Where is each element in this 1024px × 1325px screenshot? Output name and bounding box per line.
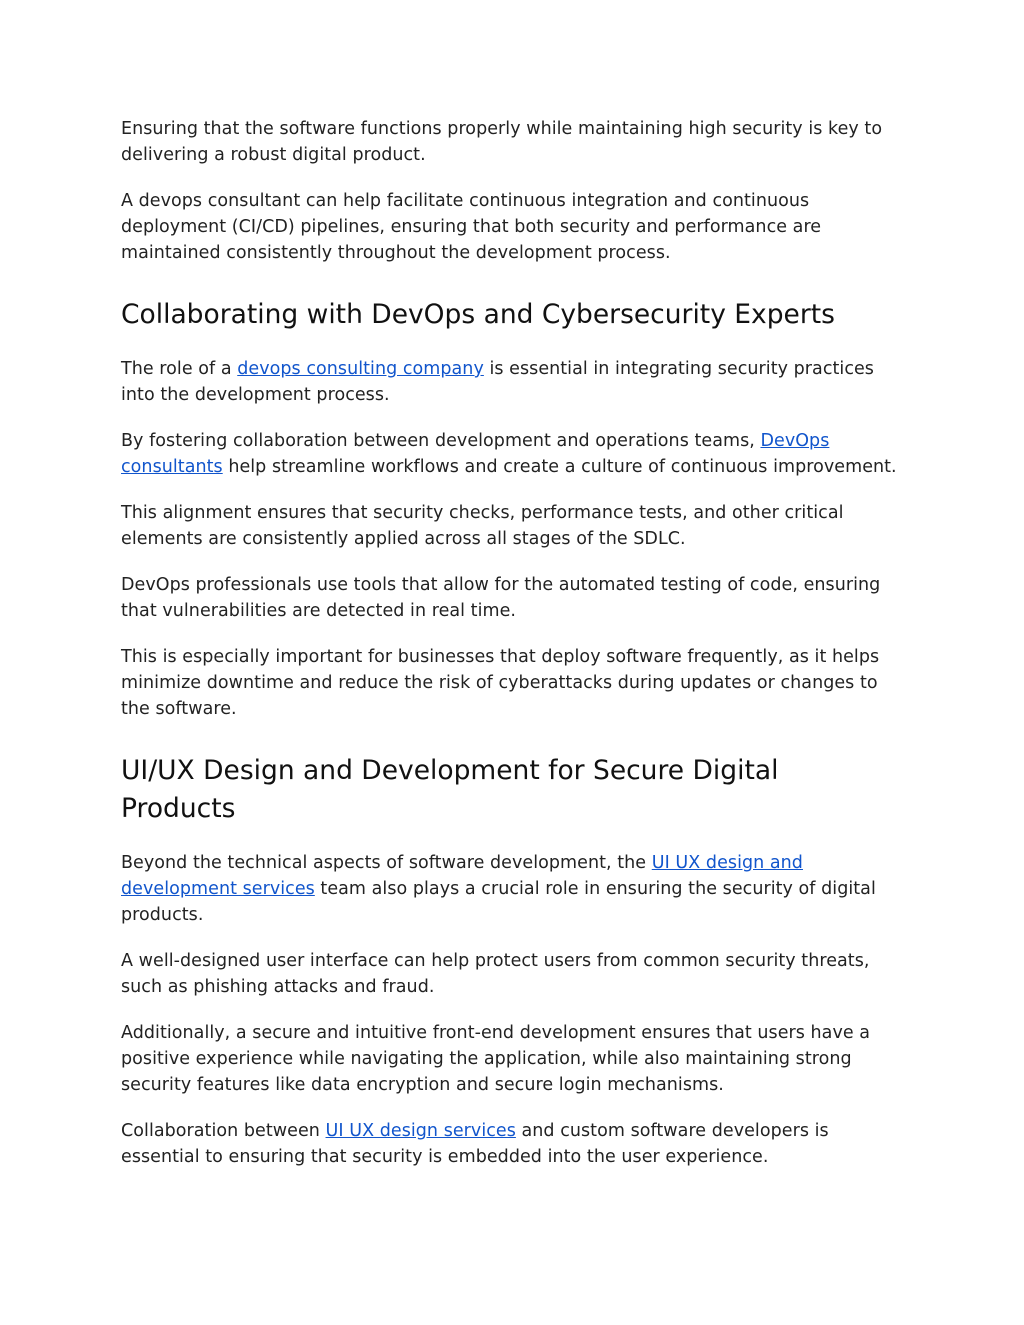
link-devops-consulting-company[interactable]: devops consulting company	[237, 359, 484, 379]
document-page	[121, 116, 901, 1190]
paragraph-uiux-services	[121, 850, 901, 928]
text-segment: By fostering collaboration between development and operations teams,	[121, 431, 761, 451]
text-segment: help streamline workflows and create a culture of continuous improvement.	[222, 457, 897, 477]
text-segment: is essential in integrating security practices into the development process.	[121, 359, 874, 405]
text-segment: The role of a	[121, 359, 238, 379]
text-segment: Beyond the technical aspects of software development, the	[121, 853, 652, 873]
paragraph-automated-testing: DevOps professionals use tools that allow for the automated testing of code, ensuring that vulnerabilities are detected in real time.	[121, 575, 881, 621]
paragraph-devops-consultants	[121, 428, 901, 480]
heading-uiux-design: UI/UX Design and Development for Secure Digital Products	[121, 755, 779, 824]
heading-devops-cybersecurity: Collaborating with DevOps and Cybersecurity Experts	[121, 299, 835, 330]
text-segment: and custom software developers is essential to ensuring that security is embedded into the user experience.	[121, 1121, 829, 1167]
paragraph-alignment: This alignment ensures that security checks, performance tests, and other critical elements are consistently applied across all stages of the SDLC.	[121, 503, 844, 549]
text-segment: team also plays a crucial role in ensuring the security of digital products.	[121, 879, 876, 925]
text-segment: Collaboration between	[121, 1121, 326, 1141]
paragraph-intro: Ensuring that the software functions properly while maintaining high security is key to delivering a robust digital product.	[121, 119, 883, 165]
paragraph-devops-company	[121, 356, 901, 408]
paragraph-devops-consultant: A devops consultant can help facilitate continuous integration and continuous deployment (CI/CD) pipelines, ensuring that both security and performance are maintained consistently throughout the development process.	[121, 191, 822, 263]
link-uiux-design-development-services[interactable]: UI UX design and development services	[121, 853, 803, 899]
link-devops-consultants[interactable]: DevOps consultants	[121, 431, 830, 477]
paragraph-user-interface: A well-designed user interface can help protect users from common security threats, such as phishing attacks and fraud.	[121, 951, 870, 997]
link-uiux-design-services[interactable]: UI UX design services	[325, 1121, 516, 1141]
paragraph-deploy-frequently: This is especially important for businesses that deploy software frequently, as it helps minimize downtime and reduce the risk of cyberattacks during updates or changes to the software.	[121, 647, 880, 719]
paragraph-front-end: Additionally, a secure and intuitive front-end development ensures that users have a positive experience while navigating the application, while also maintaining strong security features like data encryption and secure login mechanisms.	[121, 1023, 871, 1095]
paragraph-collaboration	[121, 1118, 901, 1170]
